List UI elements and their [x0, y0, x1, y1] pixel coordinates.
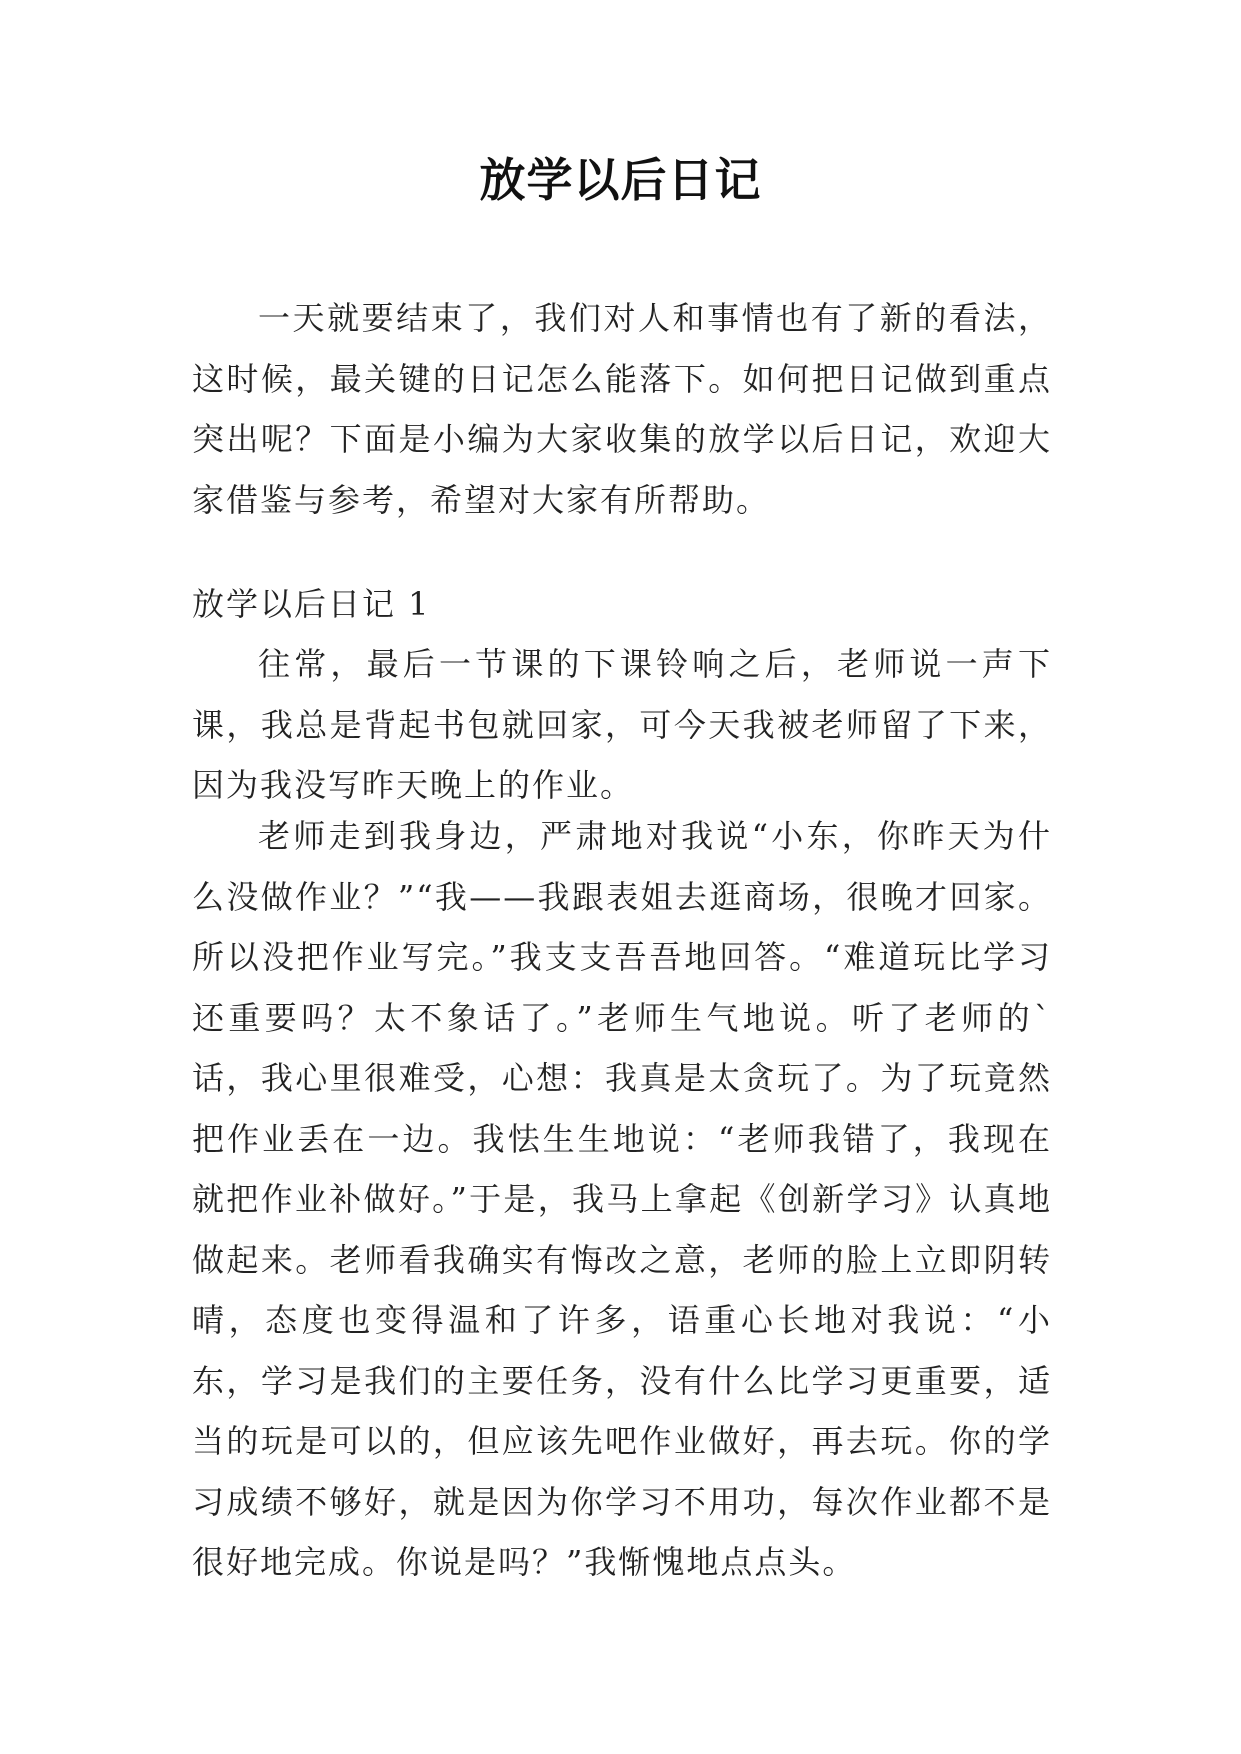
body-paragraph: 老师走到我身边，严肃地对我说“小东，你昨天为什么没做作业？”“我——我跟表姐去逛商场，很晚才回家。所以没把作业写完。”我支支吾吾地回答。“难道玩比学习还重要吗？太不象话了。”老师生气地说。听了老师的`话，我心里很难受，心想：我真是太贪玩了。为了玩竟然把作业丢在一边。我怯生生地说：“老师我错了，我现在就把作业补做好。”于是，我马上拿起《创新学习》认真地做起来。老师看我确实有悔改之意，老师的脸上立即阴转晴，态度也变得温和了许多，语重心长地对我说：“小东，学习是我们的主要任务，没有什么比学习更重要，适当的玩是可以的，但应该先吧作业做好，再去玩。你的学习成绩不够好，就是因为你学习不用功，每次作业都不是很好地完成。你说是吗？”我惭愧地点点头。	[192, 817, 1052, 1581]
body-paragraph: 往常，最后一节课的下课铃响之后，老师说一声下课，我总是背起书包就回家，可今天我被老师留了下来，因为我没写昨天晚上的作业。	[192, 645, 1052, 804]
document-title: 放学以后日记	[479, 153, 762, 207]
section-heading: 放学以后日记 1	[192, 585, 431, 623]
intro-paragraph: 一天就要结束了，我们对人和事情也有了新的看法，这时候，最关键的日记怎么能落下。如何把日记做到重点突出呢？下面是小编为大家收集的放学以后日记，欢迎大家借鉴与参考，希望对大家有所帮助。	[192, 299, 1052, 519]
